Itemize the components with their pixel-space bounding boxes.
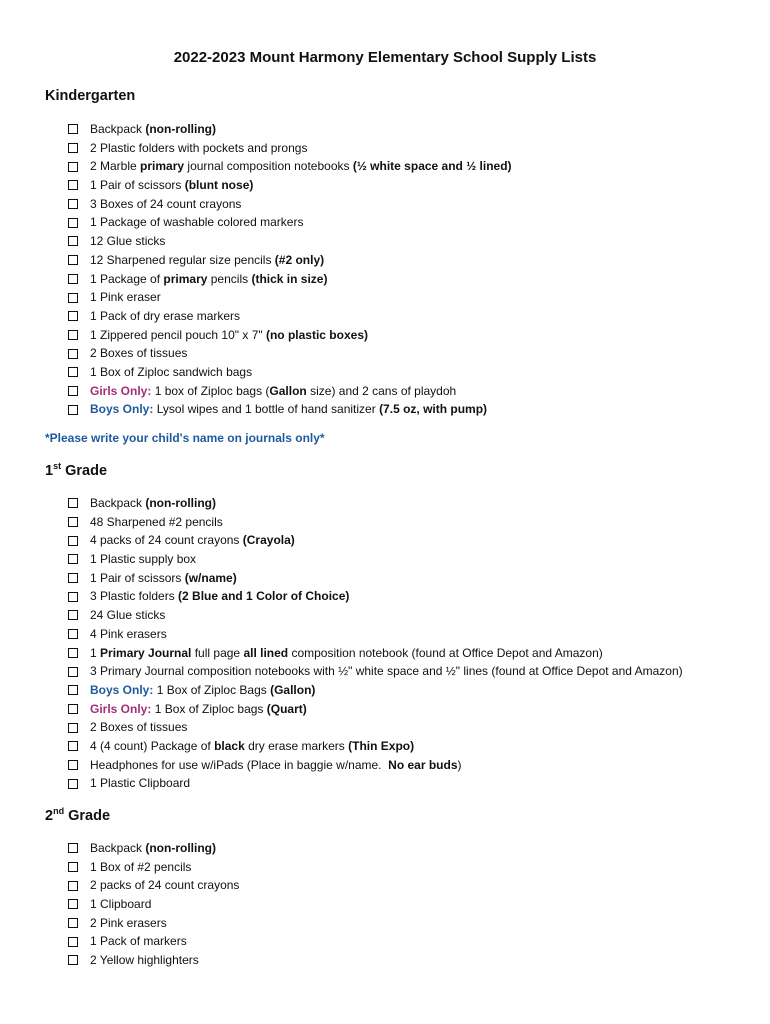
item-text-segment: (no plastic boxes) [265,327,368,342]
supply-item [68,662,683,681]
checkbox-icon[interactable] [68,236,78,246]
item-text-segment: primary [140,159,185,174]
supply-item-text [90,587,349,606]
checkbox-icon[interactable] [68,629,78,639]
supply-item-text [90,756,462,775]
heading-text: Grade [61,463,108,479]
supply-item-text [90,951,199,970]
checkbox-icon[interactable] [68,349,78,359]
supply-item [68,718,683,737]
supply-item [68,307,512,326]
supply-item [68,251,512,270]
checkbox-icon[interactable] [68,955,78,965]
checkbox-icon[interactable] [68,899,78,909]
checkbox-icon[interactable] [68,843,78,853]
supply-item-text [90,932,187,951]
item-text-segment: 2 Plastic folders with pockets and prongs [90,140,308,155]
item-text-segment: pencils [207,271,252,286]
item-text-segment: 1 Package of [90,271,164,286]
item-text-segment: Gallon [269,383,307,398]
supply-item-text [90,288,161,307]
supply-item [68,895,239,914]
item-text-segment: 1 Clipboard [90,897,152,912]
checkbox-icon[interactable] [68,386,78,396]
item-text-segment: 1 Pair of scissors [90,178,185,193]
supply-item-text [90,176,253,195]
supply-item-text [90,839,216,858]
supply-item-text [90,139,307,158]
item-text-segment: 12 Glue sticks [90,234,166,249]
item-text-segment: ) [457,757,462,772]
item-text-segment: 1 Plastic supply box [90,552,197,567]
supply-item-text [90,307,240,326]
supply-item-text [90,550,196,569]
supply-item-text [90,382,456,401]
supply-item [68,681,683,700]
item-text-segment: journal composition notebooks [184,159,353,174]
heading-number: 2 [45,808,54,824]
supply-item-text [90,157,512,176]
supply-item-text [90,494,216,513]
supply-item [68,858,239,877]
supply-item [68,326,512,345]
supply-item [68,513,683,532]
item-text-segment: 1 Pack of markers [90,934,187,949]
checkbox-icon[interactable] [68,274,78,284]
item-text-segment: 1 Pair of scissors [90,570,185,585]
item-text-segment: (blunt nose) [184,178,254,193]
checkbox-icon[interactable] [68,648,78,658]
supply-item [68,195,512,214]
supply-item [68,644,683,663]
supply-item-text [90,326,368,345]
item-text-segment: (thick in size) [251,271,328,286]
checkbox-icon[interactable] [68,199,78,209]
supply-item [68,494,683,513]
supply-item [68,606,683,625]
supply-item [68,914,239,933]
item-text-segment: 1 Box of Ziploc bags [151,701,267,716]
supply-item-text [90,681,315,700]
checkbox-icon[interactable] [68,367,78,377]
heading-text: Kindergarten [45,88,136,104]
checkbox-icon[interactable] [68,937,78,947]
supply-item [68,363,512,382]
item-text-segment: (Quart) [266,701,307,716]
item-text-segment: 24 Glue sticks [90,608,166,623]
item-text-segment: Boys Only: [90,402,154,417]
checkbox-icon[interactable] [68,143,78,153]
item-text-segment: 3 Plastic folders [90,589,179,604]
item-text-segment: 1 [90,645,101,660]
checkbox-icon[interactable] [68,573,78,583]
section-heading-1st-grade [45,461,107,479]
checkbox-icon[interactable] [68,330,78,340]
item-text-segment: (Thin Expo) [348,738,415,753]
item-text-segment: (#2 only) [274,252,325,267]
checkbox-icon[interactable] [68,162,78,172]
item-text-segment: 2 Yellow highlighters [90,953,199,968]
checkbox-icon[interactable] [68,218,78,228]
item-text-segment: 2 Pink erasers [90,915,167,930]
supply-item [68,531,683,550]
supply-item-text [90,270,327,289]
item-text-segment: Lysol wipes and 1 bottle of hand sanitizer [153,402,380,417]
item-text-segment: 2 Boxes of tissues [90,720,188,735]
item-text-segment: 4 (4 count) Package of [90,738,215,753]
item-text-segment: full page [191,645,244,660]
supply-item [68,839,239,858]
checkbox-icon[interactable] [68,862,78,872]
supply-item [68,400,512,419]
checkbox-icon[interactable] [68,779,78,789]
supply-item [68,232,512,251]
item-text-segment: 2 packs of 24 count crayons [90,878,240,893]
checkbox-icon[interactable] [68,124,78,134]
supply-item-text [90,400,487,419]
item-text-segment: 1 Zippered pencil pouch 10" x 7" [90,327,266,342]
item-text-segment: 3 Boxes of 24 count crayons [90,196,242,211]
supply-item [68,157,512,176]
item-text-segment: (½ white space and ½ lined) [352,159,512,174]
supply-item-text [90,232,165,251]
checkbox-icon[interactable] [68,741,78,751]
item-text-segment: 4 packs of 24 count crayons [90,533,243,548]
supply-item [68,270,512,289]
supply-item [68,382,512,401]
item-text-segment: Backpack [90,496,146,510]
item-text-segment: dry erase markers [244,738,349,753]
checkbox-icon[interactable] [68,685,78,695]
item-text-segment: primary [163,271,208,286]
supply-item [68,737,683,756]
item-text-segment: (non-rolling) [145,122,216,136]
item-text-segment: Boys Only: [90,682,154,697]
supply-item-text [90,213,303,232]
section-heading-kindergarten [45,88,135,104]
kindergarten-supply-list [68,120,512,419]
item-text-segment: black [214,738,245,753]
journal-note: *Please write your child's name on journals only* [45,431,325,445]
checkbox-icon[interactable] [68,704,78,714]
item-text-segment: 1 Pink eraser [90,290,161,305]
section-heading-2nd-grade [45,806,110,824]
supply-item-text [90,569,237,588]
supply-item [68,932,239,951]
supply-item [68,288,512,307]
first-grade-supply-list [68,494,683,793]
supply-item [68,213,512,232]
checkbox-icon[interactable] [68,592,78,602]
supply-item-text [90,774,190,793]
checkbox-icon[interactable] [68,517,78,527]
supply-item [68,120,512,139]
checkbox-icon[interactable] [68,760,78,770]
supply-item [68,876,239,895]
checkbox-icon[interactable] [68,498,78,508]
checkbox-icon[interactable] [68,918,78,928]
item-text-segment: 1 Box of Ziploc sandwich bags [90,364,253,379]
page-title: 2022-2023 Mount Harmony Elementary School Supply Lists [173,49,597,66]
supply-item-text [90,914,167,933]
supply-item-text [90,195,241,214]
checkbox-icon[interactable] [68,293,78,303]
supply-item-text [90,344,187,363]
item-text-segment: 1 Pack of dry erase markers [90,308,241,323]
heading-ordinal: nd [53,806,65,816]
supply-item-text [90,718,187,737]
supply-item-text [90,606,165,625]
item-text-segment: Headphones for use w/iPads (Place in baggie w/name. [90,757,389,772]
supply-item-text [90,625,167,644]
supply-item [68,774,683,793]
supply-item-text [90,531,295,550]
supply-item [68,344,512,363]
supply-item [68,176,512,195]
item-text-segment: No ear buds [388,757,458,772]
supply-item-text [90,737,414,756]
item-text-segment: 1 Box of #2 pencils [90,859,192,874]
item-text-segment: composition notebook (found at Office Depot and Amazon) [288,645,603,660]
item-text-segment: (w/name) [184,570,237,585]
item-text-segment: 4 Pink erasers [90,626,167,641]
checkbox-icon[interactable] [68,881,78,891]
checkbox-icon[interactable] [68,255,78,265]
item-text-segment: 1 box of Ziploc bags ( [151,383,270,398]
item-text-segment: (7.5 oz, with pump) [379,402,488,417]
checkbox-icon[interactable] [68,610,78,620]
item-text-segment: (Gallon) [270,682,316,697]
checkbox-icon[interactable] [68,405,78,415]
supply-item-text [90,700,307,719]
item-text-segment: all lined [243,645,289,660]
supply-item [68,587,683,606]
item-text-segment: Girls Only: [90,383,152,398]
supply-item [68,756,683,775]
supply-item [68,550,683,569]
item-text-segment: (non-rolling) [145,496,216,510]
item-text-segment: 1 Package of washable colored markers [90,215,304,230]
heading-text: Grade [64,808,111,824]
supply-item [68,625,683,644]
item-text-segment: Backpack [90,841,146,855]
supply-item-text [90,363,252,382]
supply-item [68,139,512,158]
supply-item-text [90,251,324,270]
item-text-segment: 1 Plastic Clipboard [90,776,191,791]
item-text-segment: 3 Primary Journal composition notebooks with ½" white space and ½" lines (found at Office Depot and Amazon) [90,664,683,679]
item-text-segment: 2 Marble [90,159,141,174]
supply-item-text [90,876,239,895]
supply-item [68,700,683,719]
checkbox-icon[interactable] [68,311,78,321]
supply-item [68,569,683,588]
supply-item-text [90,858,191,877]
item-text-segment: (2 Blue and 1 Color of Choice) [178,589,350,604]
item-text-segment: (Crayola) [242,533,295,548]
checkbox-icon[interactable] [68,536,78,546]
second-grade-supply-list [68,839,239,970]
item-text-segment: Backpack [90,122,146,136]
supply-item-text [90,513,223,532]
item-text-segment: 2 Boxes of tissues [90,346,188,361]
item-text-segment: Primary Journal [100,645,192,660]
checkbox-icon[interactable] [68,180,78,190]
checkbox-icon[interactable] [68,554,78,564]
item-text-segment: size) and 2 cans of playdoh [306,383,457,398]
item-text-segment: 48 Sharpened #2 pencils [90,514,223,529]
item-text-segment: (non-rolling) [145,841,216,855]
checkbox-icon[interactable] [68,667,78,677]
heading-number: 1 [45,463,54,479]
supply-item-text [90,895,151,914]
checkbox-icon[interactable] [68,723,78,733]
supply-item-text [90,644,603,663]
supply-item-text [90,662,683,681]
heading-ordinal: st [53,461,62,471]
supply-item [68,951,239,970]
item-text-segment: 1 Box of Ziploc Bags [153,682,271,697]
item-text-segment: 12 Sharpened regular size pencils [90,252,275,267]
supply-item-text [90,120,216,139]
item-text-segment: Girls Only: [90,701,152,716]
